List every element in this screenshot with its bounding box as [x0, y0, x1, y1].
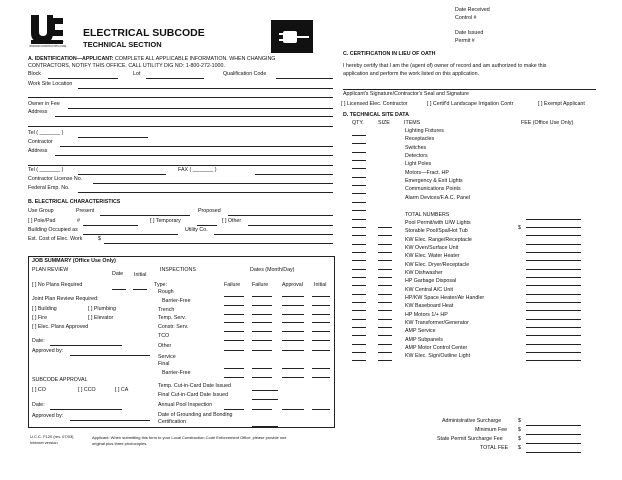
site-item-label: HP Garbage Disposal: [405, 278, 457, 285]
site-item-label: Storable Pool/Spa/Hot Tub: [405, 228, 468, 235]
other-checkbox[interactable]: [ ] Other: [222, 218, 242, 224]
size-field[interactable]: [378, 302, 392, 303]
federal-emp-label: Federal Emp. No.: [28, 185, 70, 191]
inspection-date-field[interactable]: [224, 350, 244, 351]
approval-header: Approval: [282, 282, 303, 288]
admin-surcharge-label: Administrative Surcharge: [442, 418, 502, 424]
fee-field[interactable]: [526, 227, 581, 228]
grounding-field[interactable]: [252, 426, 278, 427]
size-field[interactable]: [378, 335, 392, 336]
internet-version: Internet version: [30, 440, 58, 445]
form-title: ELECTRICAL SUBCODE: [83, 27, 205, 39]
inspection-date-field[interactable]: [252, 314, 272, 315]
size-field[interactable]: [378, 227, 392, 228]
total-fee-dollar: $: [518, 445, 521, 451]
fee-field[interactable]: [526, 302, 581, 303]
contractor-tel-field[interactable]: [78, 174, 166, 175]
size-field[interactable]: [378, 235, 392, 236]
proposed-label: Proposed: [198, 208, 221, 214]
qty-field[interactable]: [352, 344, 366, 345]
section-a-instructions: COMPLETE ALL APPLICABLE INFORMATION. WHEN CHANGING: [113, 56, 276, 62]
owner-in-fee-field[interactable]: [68, 108, 333, 109]
inspection-date-field[interactable]: [224, 368, 244, 369]
grounding-label-1: Date of Grounding and Bonding: [158, 412, 233, 418]
signature-field[interactable]: [343, 89, 596, 90]
size-field[interactable]: [378, 344, 392, 345]
work-site-location-field[interactable]: [78, 88, 333, 89]
site-item-label: KW Central A/C Unit: [405, 286, 453, 293]
inspection-type-label: Barrier-Free: [162, 370, 191, 376]
qty-field[interactable]: [352, 302, 366, 303]
permit-number-label: Permit #: [455, 38, 475, 44]
dates-header: Dates (Month/Day): [250, 267, 295, 273]
qty-field[interactable]: [352, 143, 366, 144]
inspection-date-field[interactable]: [312, 368, 330, 369]
inspection-date-field[interactable]: [282, 314, 304, 315]
proposed-field[interactable]: [228, 215, 333, 216]
qty-field[interactable]: [352, 235, 366, 236]
site-item-label: AMP Subpanels: [405, 336, 443, 343]
inspection-date-field[interactable]: [252, 331, 272, 332]
fee-header: FEE (Office Use Only): [521, 120, 574, 126]
logo-tagline: UNIFORM CONSTRUCTION CODE: [29, 46, 67, 48]
inspection-date-field[interactable]: [312, 322, 330, 323]
section-a-instructions-2: CONTRACTORS, NOTIFY THIS OFFICE. CALL UTILITY DIG NO: 1-800-272-1000.: [28, 63, 225, 69]
items-header: ITEMS: [404, 120, 421, 126]
inspection-date-field[interactable]: [282, 340, 304, 341]
signature-label: Applicant's Signature/Contractor's Seal and Signature: [343, 91, 469, 97]
joint-plan-label: Joint Plan Review Required:: [32, 296, 99, 302]
state-permit-field[interactable]: [526, 443, 581, 444]
inspection-date-field[interactable]: [252, 322, 272, 323]
site-item-label: KW Elec. Dryer/Receptacle: [405, 261, 470, 268]
temporary-field[interactable]: [197, 225, 217, 226]
site-item-label: Detectors: [405, 153, 428, 160]
present-field[interactable]: [100, 215, 190, 216]
grounding-label-2: Certification: [158, 419, 186, 425]
inspection-date-field[interactable]: [282, 322, 304, 323]
fee-field[interactable]: [526, 252, 581, 253]
temp-cut-in-label: Temp. Cut-in-Card Date Issued: [158, 383, 232, 389]
inspection-type-label: Service: [158, 354, 176, 360]
logo-state: NEW JERSEY: [44, 40, 64, 44]
section-a-heading: [28, 57, 275, 62]
site-item-label: AMP Service: [405, 328, 436, 335]
plan-date-label: Date:: [32, 338, 45, 344]
fee-field[interactable]: [526, 319, 581, 320]
site-item-label: HP/KW Space Heater/Air Handler: [405, 295, 485, 301]
inspection-type-label: Trench: [158, 307, 175, 313]
site-item-label: Alarm Devices/F.A.C. Panel: [405, 194, 471, 201]
qty-field[interactable]: [352, 285, 366, 286]
qty-field[interactable]: [352, 152, 366, 153]
site-item-label: Emergency & Exit Lights: [405, 178, 463, 185]
block-field[interactable]: [48, 78, 118, 79]
size-field[interactable]: [378, 277, 392, 278]
qty-field[interactable]: [352, 360, 366, 361]
size-field[interactable]: [378, 352, 392, 353]
fee-field[interactable]: [526, 269, 581, 270]
form-subtitle: TECHNICAL SECTION: [83, 40, 162, 49]
contractor-label: Contractor: [28, 139, 53, 145]
contractor-address-label: Address: [28, 148, 48, 154]
admin-surcharge-dollar: $: [518, 418, 521, 424]
inspection-type-label: Constr. Serv.: [158, 324, 189, 330]
section-d-heading: D. TECHNICAL SITE DATA: [343, 112, 409, 118]
inspection-date-field[interactable]: [224, 340, 244, 341]
inspection-date-field[interactable]: [312, 331, 330, 332]
size-header: SIZE: [378, 120, 390, 126]
job-summary-title: JOB SUMMARY (Office Use Only): [32, 258, 116, 264]
qty-field[interactable]: [352, 269, 366, 270]
elevator-checkbox[interactable]: [ ] Elevator: [88, 315, 114, 321]
site-item-label: KW Dishwasher: [405, 269, 443, 276]
total-fee-field[interactable]: [526, 452, 581, 453]
qty-field[interactable]: [352, 168, 366, 169]
contractor-address-field-2[interactable]: [28, 165, 333, 166]
contractor-tel-label: Tel ( _______ ): [28, 167, 64, 173]
fee-field[interactable]: [526, 310, 581, 311]
size-field[interactable]: [378, 310, 392, 311]
inspection-date-field[interactable]: [282, 368, 304, 369]
size-field[interactable]: [378, 269, 392, 270]
owner-tel-field[interactable]: [78, 137, 148, 138]
final-cut-in-label: Final Cut-in-Card Date Issued: [158, 392, 229, 398]
pole-pad-hash: #: [77, 218, 80, 224]
failure-1-header: Failure: [224, 282, 241, 288]
no-plans-initial-field[interactable]: [133, 289, 147, 290]
plan-review-date-label: Date: [112, 271, 124, 277]
section-a-title: A. IDENTIFICATION—APPLICANT:: [28, 56, 114, 62]
size-field[interactable]: [378, 294, 392, 295]
utility-co-field[interactable]: [214, 234, 333, 235]
site-item-label: KW Elec. Sign/Outline Light: [405, 353, 471, 360]
fee-field[interactable]: [526, 219, 581, 220]
inspection-date-field[interactable]: [252, 368, 272, 369]
exempt-applicant-checkbox[interactable]: [ ] Exempt Applicant: [538, 101, 585, 107]
federal-emp-field[interactable]: [78, 192, 333, 193]
plumbing-checkbox[interactable]: [ ] Plumbing: [88, 306, 116, 312]
inspection-date-field[interactable]: [252, 305, 272, 306]
site-item-label: Communications Points: [405, 186, 461, 193]
inspection-date-field[interactable]: [224, 322, 244, 323]
building-checkbox[interactable]: [ ] Building: [32, 306, 57, 312]
qty-field[interactable]: [352, 219, 366, 220]
pole-pad-number-field[interactable]: [83, 225, 138, 226]
site-item-label: KW Elec. Range/Receptacle: [405, 236, 472, 243]
owner-in-fee-label: Owner in Fee: [28, 101, 60, 107]
inspection-date-field[interactable]: [252, 350, 272, 351]
plan-approved-by-field[interactable]: [70, 355, 150, 356]
est-cost-label: Est. Cost of Elec. Work: [28, 236, 83, 242]
annual-pool-field-2[interactable]: [252, 409, 272, 410]
section-b-heading: B. ELECTRICAL CHARACTERISTICS: [28, 199, 121, 205]
owner-tel-label: Tel ( _______ ): [28, 130, 64, 136]
inspection-date-field[interactable]: [252, 296, 272, 297]
block-label: Block: [28, 71, 41, 77]
qty-field[interactable]: [352, 244, 366, 245]
co-checkbox[interactable]: [ ] CO: [32, 387, 46, 393]
inspection-date-field[interactable]: [224, 377, 244, 378]
est-cost-dollar: $: [98, 236, 101, 242]
footer-note-1: Applicant: When submitting this form to your Local Construction Code Enforcement Office, please provide one: [92, 435, 287, 440]
owner-address-label: Address: [28, 109, 48, 115]
date-received-label: Date Received: [455, 7, 490, 13]
qty-field[interactable]: [352, 177, 366, 178]
inspection-date-field[interactable]: [282, 377, 304, 378]
building-occupied-label: Building Occupied as: [28, 227, 78, 233]
size-field[interactable]: [378, 244, 392, 245]
pole-pad-checkbox[interactable]: [ ] Pole/Pad: [28, 218, 56, 224]
qty-field[interactable]: [352, 227, 366, 228]
building-occupied-field[interactable]: [83, 234, 178, 235]
inspection-date-field[interactable]: [312, 377, 330, 378]
qty-field[interactable]: [352, 327, 366, 328]
inspection-date-field[interactable]: [312, 350, 330, 351]
fax-label: FAX ( _______ ): [178, 167, 217, 173]
minimum-fee-label: Minimum Fee: [475, 427, 508, 433]
section-c-text-2: application and perform the work listed on this application.: [343, 71, 480, 77]
size-field[interactable]: [378, 285, 392, 286]
no-plans-date-field[interactable]: [112, 289, 126, 290]
qty-field[interactable]: [352, 193, 366, 194]
minimum-fee-dollar: $: [518, 427, 521, 433]
lot-field[interactable]: [146, 78, 204, 79]
site-item-label: Receptacles: [405, 136, 435, 143]
inspection-date-field[interactable]: [282, 296, 304, 297]
utility-co-label: Utility Co.: [185, 227, 208, 233]
fee-field[interactable]: [526, 277, 581, 278]
size-field[interactable]: [378, 360, 392, 361]
qty-field[interactable]: [352, 135, 366, 136]
inspection-date-field[interactable]: [312, 305, 330, 306]
qty-field[interactable]: [352, 277, 366, 278]
inspection-date-field[interactable]: [312, 340, 330, 341]
qty-field[interactable]: [352, 319, 366, 320]
inspection-date-field[interactable]: [312, 314, 330, 315]
plan-date-field[interactable]: [50, 345, 122, 346]
landscape-irrigation-checkbox[interactable]: [ ] Certif'd Landscape Irrigation Contr: [427, 101, 514, 107]
subcode-approved-by-label: Approved by:: [32, 413, 64, 419]
contractor-field[interactable]: [60, 146, 333, 147]
cco-checkbox[interactable]: [ ] CCO: [78, 387, 96, 393]
form-number: U.C.C. F120 (rev. 07/03): [30, 434, 74, 439]
state-permit-label: State Permit Surcharge Fee: [437, 436, 503, 442]
site-item-label: Pool Permit/with U/W Lights: [405, 219, 471, 226]
inspection-date-field[interactable]: [312, 296, 330, 297]
size-field[interactable]: [378, 260, 392, 261]
site-item-label: TOTAL NUMBERS: [405, 211, 450, 218]
site-item-label: KW Transformer/Generator: [405, 320, 469, 327]
fee-field[interactable]: [526, 244, 581, 245]
site-item-label: HP Motors 1/+ HP: [405, 311, 448, 318]
annual-pool-field-4[interactable]: [312, 409, 330, 410]
fire-checkbox[interactable]: [ ] Fire: [32, 315, 48, 321]
annual-pool-field-1[interactable]: [224, 409, 244, 410]
qty-field[interactable]: [352, 160, 366, 161]
control-number-label: Control #: [455, 15, 477, 21]
contractor-license-field[interactable]: [93, 183, 333, 184]
site-item-label: KW Elec. Water Heater: [405, 253, 460, 260]
inspection-type-label: Other: [158, 343, 172, 349]
fee-field[interactable]: [526, 344, 581, 345]
fee-field[interactable]: [526, 335, 581, 336]
size-field[interactable]: [378, 327, 392, 328]
temporary-checkbox[interactable]: [ ] Temporary: [150, 218, 181, 224]
subcode-approved-by-field[interactable]: [70, 420, 150, 421]
qty-field[interactable]: [352, 185, 366, 186]
admin-surcharge-field[interactable]: [526, 425, 581, 426]
lot-label: Lot: [133, 71, 141, 77]
inspection-date-field[interactable]: [282, 331, 304, 332]
site-item-label: KW Oven/Surface Unit: [405, 244, 459, 251]
temp-cut-in-field[interactable]: [252, 390, 278, 391]
inspection-type-label: TCO: [158, 333, 170, 339]
qualification-code-label: Qualification Code: [223, 71, 267, 77]
total-numbers-dollar: $: [518, 225, 521, 231]
inspection-date-field[interactable]: [282, 305, 304, 306]
type-label: Type:: [154, 282, 167, 288]
total-fee-label: TOTAL FEE: [480, 445, 509, 451]
annual-pool-field-3[interactable]: [282, 409, 304, 410]
inspection-type-label: Final: [158, 361, 170, 367]
size-field[interactable]: [378, 252, 392, 253]
qty-field[interactable]: [352, 260, 366, 261]
plan-approved-by-label: Approved by:: [32, 348, 64, 354]
fee-field[interactable]: [526, 260, 581, 261]
subcode-date-field[interactable]: [50, 409, 122, 410]
electric-plug-icon: [271, 20, 313, 53]
contractor-license-label: Contractor License No.: [28, 176, 83, 182]
subcode-date-label: Date:: [32, 402, 45, 408]
owner-address-field[interactable]: [55, 116, 333, 117]
site-item-label: AMP Motor Control Center: [405, 345, 468, 352]
other-field[interactable]: [248, 225, 333, 226]
site-item-label: Motors—Fract. HP: [405, 169, 449, 176]
qty-field[interactable]: [352, 335, 366, 336]
inspection-type-label: Rough: [158, 289, 174, 295]
plan-review-initial-label: Initial: [134, 272, 147, 278]
inspection-date-field[interactable]: [224, 305, 244, 306]
plan-review-label: PLAN REVIEW: [32, 267, 69, 273]
minimum-fee-field[interactable]: [526, 434, 581, 435]
present-label: Present: [76, 208, 95, 214]
qty-header: QTY.: [352, 120, 364, 126]
section-c-heading: C. CERTIFICATION IN LIEU OF OATH: [343, 51, 436, 57]
qty-field[interactable]: [352, 210, 366, 211]
fee-field[interactable]: [526, 360, 581, 361]
licensed-contractor-checkbox[interactable]: [ ] Licensed Elec. Contractor: [341, 101, 408, 107]
annual-pool-label: Annual Pool Inspection: [158, 402, 213, 408]
final-cut-in-field[interactable]: [252, 399, 278, 400]
inspection-date-field[interactable]: [224, 296, 244, 297]
fee-field[interactable]: [526, 235, 581, 236]
inspection-date-field[interactable]: [224, 314, 244, 315]
ca-checkbox[interactable]: [ ] CA: [115, 387, 129, 393]
initial-header: Initial: [314, 282, 327, 288]
owner-address-field-2[interactable]: [28, 126, 333, 127]
size-field[interactable]: [378, 319, 392, 320]
fee-field[interactable]: [526, 352, 581, 353]
work-site-location-field-2[interactable]: [28, 97, 333, 98]
inspections-label: INSPECTIONS: [160, 267, 196, 273]
site-item-label: Switches: [405, 144, 427, 151]
work-site-location-label: Work Site Location: [28, 81, 73, 87]
inspection-date-field[interactable]: [224, 331, 244, 332]
site-item-label: Lighting Fixtures: [405, 128, 444, 134]
no-plans-checkbox[interactable]: [ ] No Plans Required: [32, 282, 83, 288]
state-permit-dollar: $: [518, 436, 521, 442]
fee-field[interactable]: [526, 285, 581, 286]
site-item-label: KW Baseboard Heat: [405, 303, 454, 310]
fee-field[interactable]: [526, 294, 581, 295]
qty-field[interactable]: [352, 352, 366, 353]
subcode-approval-label: SUBCODE APPROVAL: [32, 377, 88, 383]
inspection-date-field[interactable]: [252, 340, 272, 341]
section-c-text-1: I hereby certify that I am the (agent of) owner of record and am authorized to make this: [343, 63, 547, 69]
inspection-date-field[interactable]: [252, 377, 272, 378]
site-item-label: Light Poles: [405, 161, 432, 168]
fax-field[interactable]: [255, 174, 333, 175]
qualification-code-field[interactable]: [276, 78, 333, 79]
contractor-address-field[interactable]: [55, 155, 333, 156]
footer-note-2: original plus three photocopies.: [92, 441, 148, 446]
inspection-type-label: Temp. Serv.: [158, 315, 186, 321]
use-group-label: Use Group: [28, 208, 54, 214]
date-issued-label: Date Issued: [455, 30, 484, 36]
qty-field[interactable]: [352, 202, 366, 203]
qty-field[interactable]: [352, 310, 366, 311]
inspection-type-label: Barrier-Free: [162, 298, 191, 304]
inspection-date-field[interactable]: [282, 350, 304, 351]
failure-2-header: Failure: [252, 282, 269, 288]
qty-field[interactable]: [352, 252, 366, 253]
elec-plans-checkbox[interactable]: [ ] Elec. Plans Approved: [32, 324, 89, 330]
est-cost-field[interactable]: [104, 243, 333, 244]
fee-field[interactable]: [526, 327, 581, 328]
qty-field[interactable]: [352, 294, 366, 295]
